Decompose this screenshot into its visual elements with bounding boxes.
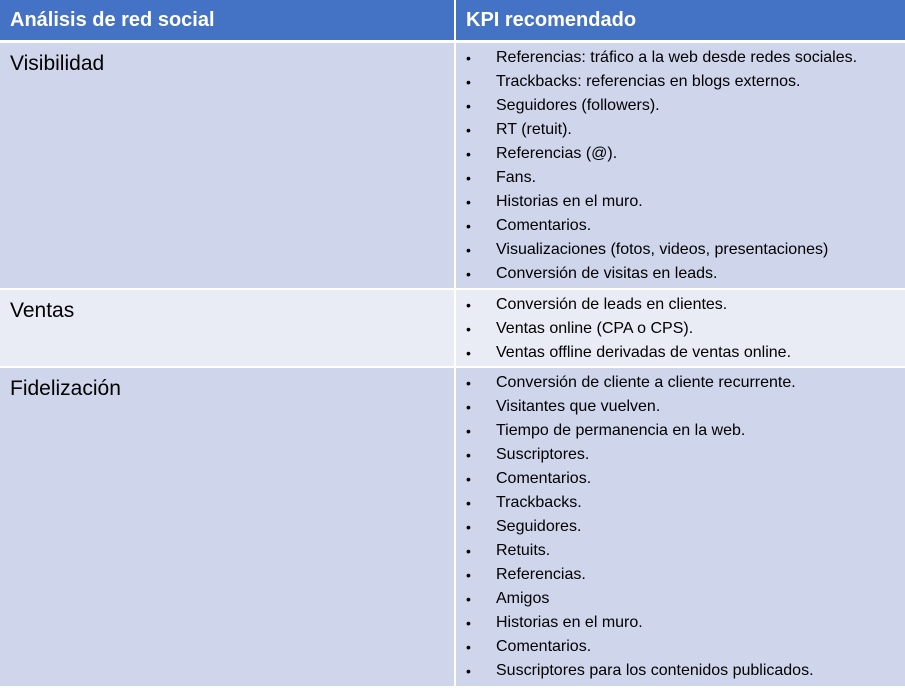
kpi-list — [456, 43, 905, 286]
kpi-text: Referencias: tráfico a la web desde redes sociales. — [496, 49, 858, 66]
header-kpi: KPI recomendado — [455, 0, 905, 42]
kpi-text: Fans. — [496, 169, 537, 186]
bullet-icon: • — [466, 663, 471, 680]
analysis-label: Fidelización — [10, 377, 121, 401]
kpi-item — [456, 293, 905, 317]
bullet-icon: • — [466, 567, 471, 584]
bullet-icon: • — [466, 74, 471, 90]
bullet-icon: • — [466, 519, 471, 536]
header-analysis: Análisis de red social — [0, 0, 455, 42]
bullet-icon: • — [466, 345, 471, 362]
table-body — [0, 42, 905, 688]
bullet-icon: • — [466, 639, 471, 656]
bullet-icon: • — [466, 471, 471, 488]
kpi-text: Seguidores. — [496, 518, 582, 536]
kpi-item — [456, 491, 905, 515]
table-row — [0, 42, 905, 290]
analysis-cell — [0, 289, 455, 367]
bullet-icon: • — [466, 218, 471, 234]
kpi-item — [456, 46, 905, 70]
table-row — [0, 289, 905, 367]
kpi-text: Referencias (@). — [496, 145, 618, 162]
kpi-text: Seguidores (followers). — [496, 97, 660, 114]
kpi-text: Conversión de leads en clientes. — [496, 296, 728, 314]
analysis-label: Ventas — [10, 299, 75, 323]
kpi-item — [456, 166, 905, 190]
kpi-item — [456, 214, 905, 238]
kpi-text: RT (retuit). — [496, 121, 572, 138]
kpi-text: Conversión de cliente a cliente recurrente. — [496, 374, 796, 392]
kpi-item — [456, 587, 905, 611]
analysis-label: Visibilidad — [10, 52, 105, 75]
kpi-list — [456, 368, 905, 683]
kpi-item — [456, 467, 905, 491]
kpi-cell — [455, 42, 905, 290]
kpi-text: Suscriptores. — [496, 446, 590, 464]
kpi-text: Comentarios. — [496, 638, 592, 656]
kpi-text: Amigos — [496, 590, 550, 608]
kpi-item — [456, 70, 905, 94]
kpi-text: Visitantes que vuelven. — [496, 398, 661, 416]
kpi-cell — [455, 367, 905, 687]
analysis-cell — [0, 42, 455, 290]
kpi-text: Referencias. — [496, 566, 586, 584]
bullet-icon: • — [466, 98, 471, 114]
kpi-cell — [455, 289, 905, 367]
bullet-icon: • — [466, 146, 471, 162]
bullet-icon: • — [466, 266, 471, 282]
kpi-item — [456, 238, 905, 262]
bullet-icon: • — [466, 242, 471, 258]
kpi-text: Trackbacks. — [496, 494, 582, 512]
bullet-icon: • — [466, 543, 471, 560]
table-header — [0, 0, 905, 42]
kpi-text: Suscriptores para los contenidos publicados. — [496, 662, 814, 680]
kpi-item — [456, 611, 905, 635]
bullet-icon: • — [466, 495, 471, 512]
kpi-item — [456, 395, 905, 419]
kpi-text: Ventas online (CPA o CPS). — [496, 320, 694, 338]
kpi-text: Trackbacks: referencias en blogs externos. — [496, 73, 801, 90]
kpi-text: Ventas offline derivadas de ventas online. — [496, 344, 792, 362]
kpi-text: Visualizaciones (fotos, videos, presentaciones) — [496, 241, 829, 258]
bullet-icon: • — [466, 321, 471, 338]
kpi-text: Comentarios. — [496, 470, 592, 488]
bullet-icon: • — [466, 122, 471, 138]
kpi-text: Comentarios. — [496, 217, 592, 234]
bullet-icon: • — [466, 297, 471, 314]
kpi-item — [456, 94, 905, 118]
table-row — [0, 367, 905, 687]
kpi-item — [456, 635, 905, 659]
kpi-text: Retuits. — [496, 542, 551, 560]
kpi-text: Historias en el muro. — [496, 614, 643, 632]
kpi-text: Tiempo de permanencia en la web. — [496, 422, 746, 440]
kpi-item — [456, 515, 905, 539]
kpi-item — [456, 118, 905, 142]
kpi-item — [456, 563, 905, 587]
bullet-icon: • — [466, 50, 471, 66]
bullet-icon: • — [466, 399, 471, 416]
bullet-icon: • — [466, 194, 471, 210]
kpi-item — [456, 539, 905, 563]
kpi-item — [456, 443, 905, 467]
kpi-item — [456, 341, 905, 365]
bullet-icon: • — [466, 591, 471, 608]
kpi-item — [456, 317, 905, 341]
bullet-icon: • — [466, 170, 471, 186]
kpi-item — [456, 142, 905, 166]
kpi-list — [456, 290, 905, 365]
bullet-icon: • — [466, 615, 471, 632]
kpi-text: Conversión de visitas en leads. — [496, 265, 718, 282]
kpi-item — [456, 419, 905, 443]
kpi-item — [456, 262, 905, 286]
bullet-icon: • — [466, 447, 471, 464]
bullet-icon: • — [466, 375, 471, 392]
kpi-text: Historias en el muro. — [496, 193, 643, 210]
bullet-icon: • — [466, 423, 471, 440]
header-row — [0, 0, 905, 42]
kpi-item — [456, 190, 905, 214]
kpi-item — [456, 659, 905, 683]
kpi-item — [456, 371, 905, 395]
analysis-cell — [0, 367, 455, 687]
